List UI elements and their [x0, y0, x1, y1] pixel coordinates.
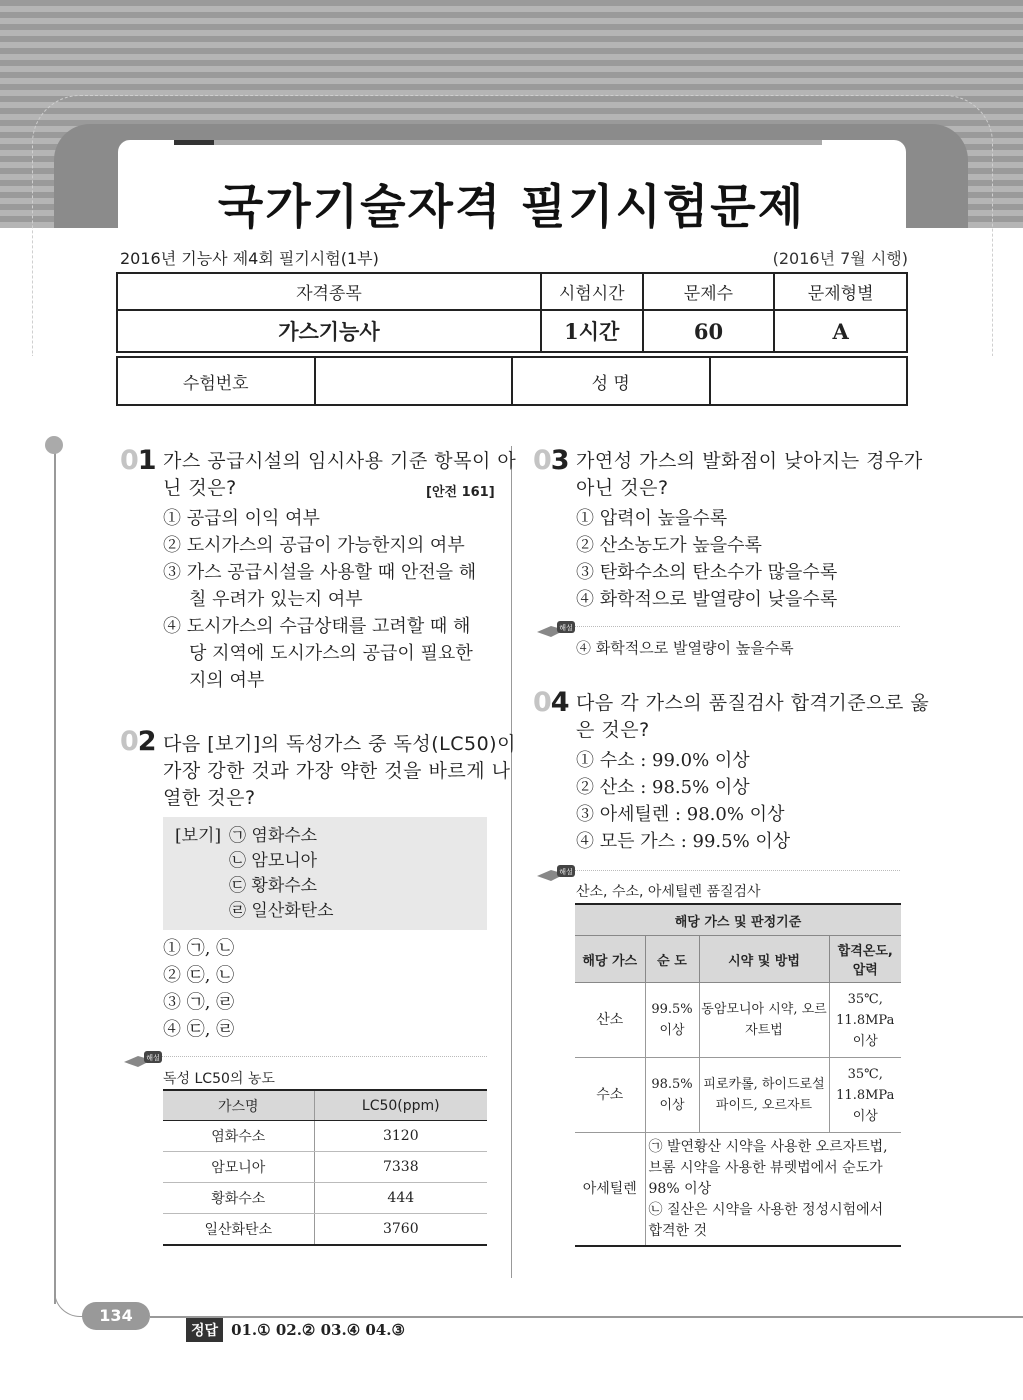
explanation-book-icon: [122, 1048, 162, 1070]
q1-option-1[interactable]: ① 공급의 이익 여부: [163, 508, 320, 529]
lc-header-value: LC50(ppm): [314, 1090, 487, 1121]
q2-text-line3: 열한 것은?: [163, 787, 256, 809]
lc-gas: 황화수소: [163, 1183, 314, 1214]
lc-value: 444: [314, 1183, 487, 1214]
header-qualification: 자격종목: [117, 273, 541, 310]
bogi-items: [229, 824, 334, 924]
title-accent-dark: [174, 140, 214, 145]
exam-date: (2016년 7월 시행): [772, 249, 908, 268]
purity-header-method: 시약 및 방법: [699, 936, 829, 983]
column-divider: [511, 446, 512, 1278]
q4-purity-table: [575, 903, 901, 1247]
q4-option-1[interactable]: ① 수소 : 99.0% 이상: [576, 750, 750, 771]
purity-temp-hydrogen: 35℃, 11.8MPa 이상: [829, 1058, 901, 1133]
bogi-item: ㉡ 암모니아: [229, 851, 318, 871]
q3-option-4[interactable]: ④ 화학적으로 발열량이 낮을수록: [576, 589, 838, 610]
purity-method-hydrogen: 피로카롤, 하이드로설파이드, 오르자트: [699, 1058, 829, 1133]
header-exam-time: 시험시간: [541, 273, 643, 310]
lc-gas: 암모니아: [163, 1152, 314, 1183]
svg-text:해설: 해설: [559, 624, 573, 632]
lc-value: 7338: [314, 1152, 487, 1183]
q1-reference-tag: [안전 161]: [426, 485, 495, 500]
lc-header-gas: 가스명: [163, 1090, 314, 1121]
q3-option-2[interactable]: ② 산소농도가 높을수록: [576, 535, 762, 556]
q4-explanation-title: 산소, 수소, 아세틸렌 품질검사: [576, 884, 761, 900]
purity-header-gas: 해당 가스: [575, 936, 645, 983]
q2-options: [163, 935, 234, 1043]
answer-key: [186, 1318, 405, 1342]
q4-text-line1: 다음 각 가스의 품질검사 합격기준으로 옳: [576, 692, 930, 714]
examinee-name-field[interactable]: [710, 357, 908, 405]
examinee-name-label: 성 명: [512, 357, 710, 405]
q1-option-4[interactable]: ④ 도시가스의 수급상태를 고려할 때 해: [163, 616, 471, 637]
value-question-count: 60: [643, 310, 775, 352]
page-number: 134: [82, 1302, 150, 1330]
dotted-rule: [575, 626, 900, 627]
lc-gas: 염화수소: [163, 1121, 314, 1152]
q1-options: [163, 505, 476, 694]
header-question-type: 문제형별: [774, 273, 907, 310]
question-number: 01: [120, 445, 156, 476]
lc-gas: 일산화탄소: [163, 1214, 314, 1246]
side-dot: [45, 436, 63, 454]
q3-options: [576, 505, 837, 613]
q4-options: [576, 747, 790, 855]
q1-option-4-cont2: 지의 여부: [189, 670, 265, 691]
dotted-rule: [575, 870, 900, 871]
question-number: 04: [533, 687, 569, 718]
lc-value: 3120: [314, 1121, 487, 1152]
purity-header-temp: 합격온도, 압력: [829, 936, 901, 983]
q2-bogi-box: [163, 817, 487, 930]
value-qualification: 가스기능사: [117, 310, 541, 352]
purity-caption: 해당 가스 및 판정기준: [575, 904, 901, 936]
examinee-table: [116, 356, 908, 406]
purity-criteria-acetylene: [645, 1133, 901, 1247]
acetylene-criterion-2: ㉡ 질산은 시약을 사용한 정성시험에서 합격한 것: [648, 1201, 884, 1239]
purity-value-hydrogen: 98.5% 이상: [645, 1058, 699, 1133]
dotted-rule: [162, 1056, 487, 1057]
purity-gas-oxygen: 산소: [575, 983, 645, 1058]
value-question-type: A: [774, 310, 907, 352]
page-title: 국가기술자격 필기시험문제: [217, 180, 806, 235]
purity-header-purity: 순 도: [645, 936, 699, 983]
q1-text-line2: 닌 것은?: [163, 477, 237, 499]
q2-lc50-table: [163, 1089, 487, 1246]
qualification-table: [116, 272, 908, 353]
q2-explanation-title: 독성 LC50의 농도: [163, 1071, 275, 1087]
q4-option-4[interactable]: ④ 모든 가스 : 99.5% 이상: [576, 831, 791, 852]
purity-gas-hydrogen: 수소: [575, 1058, 645, 1133]
q1-option-2[interactable]: ② 도시가스의 공급이 가능한지의 여부: [163, 535, 465, 556]
purity-gas-acetylene: 아세틸렌: [575, 1133, 645, 1247]
q2-option-1[interactable]: ① ㉠, ㉡: [163, 938, 235, 959]
answer-values: 01.① 02.② 03.④ 04.③: [231, 1321, 405, 1339]
q3-explanation: ④ 화학적으로 발열량이 높을수록: [576, 639, 794, 657]
examinee-number-label: 수험번호: [117, 357, 315, 405]
answer-label: 정답: [186, 1318, 223, 1342]
explanation-book-icon: [535, 862, 575, 884]
q2-text-line1: 다음 [보기]의 독성가스 중 독성(LC50)이: [163, 733, 516, 755]
question-number: 03: [533, 445, 569, 476]
bogi-item: ㉢ 황화수소: [229, 876, 318, 896]
lc-value: 3760: [314, 1214, 487, 1246]
purity-method-oxygen: 동암모니아 시약, 오르자트법: [699, 983, 829, 1058]
q3-option-1[interactable]: ① 압력이 높을수록: [576, 508, 728, 529]
q1-option-4-cont: 당 지역에 도시가스의 공급이 필요한: [189, 643, 473, 664]
acetylene-criterion-1: ㉠ 발연황산 시약을 사용한 오르자트법, 브롬 시약을 사용한 뷰렛법에서 순도가 98% 이상: [648, 1138, 888, 1197]
q4-text-line2: 은 것은?: [576, 719, 650, 741]
side-rule: [54, 446, 56, 1304]
header-question-count: 문제수: [643, 273, 775, 310]
explanation-book-icon: [535, 618, 575, 640]
q1-text-line1: 가스 공급시설의 임시사용 기준 항목이 아: [163, 450, 517, 472]
q3-text-line1: 가연성 가스의 발화점이 낮아지는 경우가: [576, 450, 923, 472]
q4-option-3[interactable]: ③ 아세틸렌 : 98.0% 이상: [576, 804, 785, 825]
q4-option-2[interactable]: ② 산소 : 98.5% 이상: [576, 777, 750, 798]
q1-option-3[interactable]: ③ 가스 공급시설을 사용할 때 안전을 해: [163, 562, 477, 583]
question-number: 02: [120, 726, 156, 757]
q2-option-3[interactable]: ③ ㉠, ㉣: [163, 992, 235, 1013]
q3-text-line2: 아닌 것은?: [576, 477, 669, 499]
title-accent-light: [214, 140, 822, 145]
exam-name: 2016년 기능사 제4회 필기시험(1부): [120, 249, 379, 268]
bogi-item: ㉠ 염화수소: [229, 826, 318, 846]
purity-value-oxygen: 99.5% 이상: [645, 983, 699, 1058]
q3-option-3[interactable]: ③ 탄화수소의 탄소수가 많을수록: [576, 562, 838, 583]
bogi-label: [보기]: [175, 826, 222, 846]
svg-text:해설: 해설: [559, 868, 573, 876]
svg-text:해설: 해설: [146, 1054, 160, 1062]
q2-option-4[interactable]: ④ ㉢, ㉣: [163, 1019, 235, 1040]
examinee-number-field[interactable]: [315, 357, 512, 405]
purity-temp-oxygen: 35℃, 11.8MPa 이상: [829, 983, 901, 1058]
value-exam-time: 1시간: [541, 310, 643, 352]
q2-text-line2: 가장 강한 것과 가장 약한 것을 바르게 나: [163, 760, 511, 782]
q2-option-2[interactable]: ② ㉢, ㉡: [163, 965, 235, 986]
bogi-item: ㉣ 일산화탄소: [229, 901, 334, 921]
q1-option-3-cont: 칠 우려가 있는지 여부: [189, 589, 363, 610]
